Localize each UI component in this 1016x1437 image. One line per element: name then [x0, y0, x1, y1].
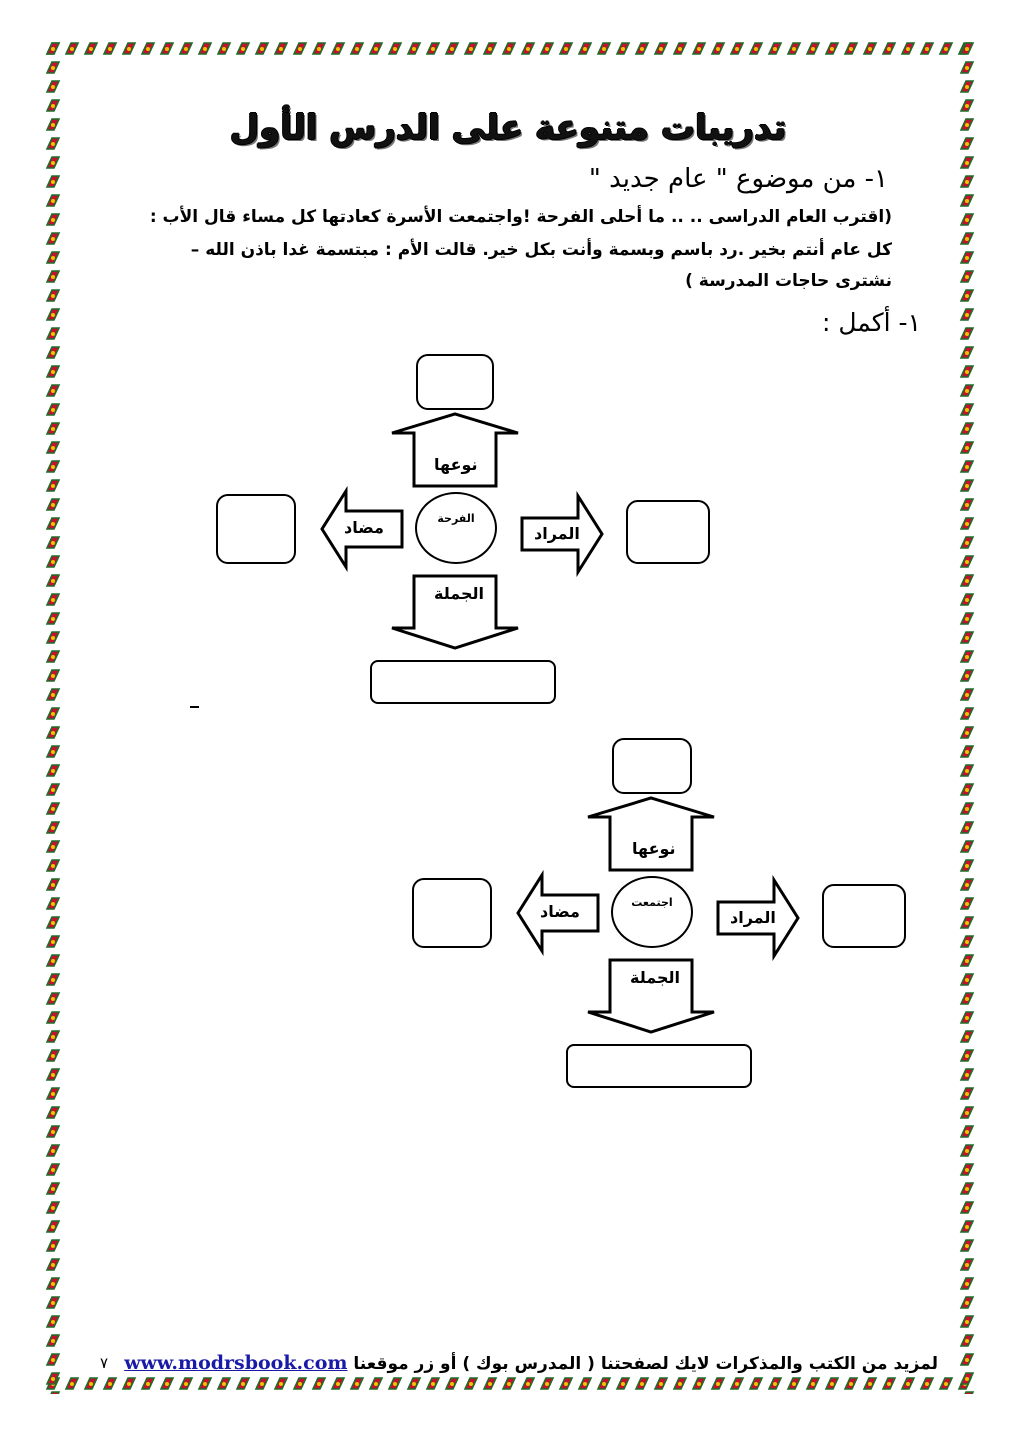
page-border-right — [958, 40, 976, 1394]
instruction: ١- أكمل : — [821, 308, 921, 337]
page-border-top — [44, 40, 976, 59]
passage-line-2: كل عام أنتم بخير .رد باسم وبسمة وأنت بكل خير. قالت الأم : مبتسمة غدا باذن الله – — [190, 240, 892, 260]
answer-box-left[interactable] — [412, 878, 492, 948]
answer-box-right[interactable] — [822, 884, 906, 948]
website-link[interactable]: www.modrsbook.com — [124, 1352, 348, 1374]
center-word: اجتمعت — [631, 896, 673, 909]
page-border-left — [44, 40, 62, 1394]
page-border-bottom — [44, 1375, 976, 1394]
page-number: ٧ — [100, 1354, 109, 1372]
arrow-up-icon — [586, 797, 716, 871]
arrow-label-meaning: المراد — [730, 908, 776, 927]
arrow-label-sentence: الجملة — [434, 584, 484, 603]
arrow-label-antonym: مضاد — [344, 518, 384, 537]
question-heading: ١- من موضوع " عام جديد " — [588, 164, 888, 194]
arrow-label-type: نوعها — [632, 839, 676, 858]
answer-box-right[interactable] — [626, 500, 710, 564]
arrow-label-type: نوعها — [434, 455, 478, 474]
page-title: تدريبات متنوعة على الدرس الأول — [229, 108, 787, 148]
footer — [124, 1352, 938, 1374]
footer-text: لمزيد من الكتب والمذكرات لايك لصفحتنا ( المدرس بوك ) أو زر موقعنا — [353, 1354, 938, 1374]
passage-line-3: نشترى حاجات المدرسة ) — [685, 271, 892, 291]
answer-box-left[interactable] — [216, 494, 296, 564]
arrow-label-meaning: المراد — [534, 524, 580, 543]
arrow-up-icon — [390, 413, 520, 487]
passage-line-1: (اقترب العام الدراسى .. .. ما أحلى الفرحة !واجتمعت الأسرة كعادتها كل مساء قال الأب : — [149, 207, 892, 227]
answer-box-bottom[interactable] — [370, 660, 556, 704]
center-word-circle — [611, 876, 693, 948]
center-word: الفرحة — [437, 512, 475, 525]
center-word-circle — [415, 492, 497, 564]
answer-box-top[interactable] — [416, 354, 494, 410]
arrow-label-antonym: مضاد — [540, 902, 580, 921]
answer-box-top[interactable] — [612, 738, 692, 794]
dash-mark — [190, 706, 199, 708]
arrow-label-sentence: الجملة — [630, 968, 680, 987]
answer-box-bottom[interactable] — [566, 1044, 752, 1088]
